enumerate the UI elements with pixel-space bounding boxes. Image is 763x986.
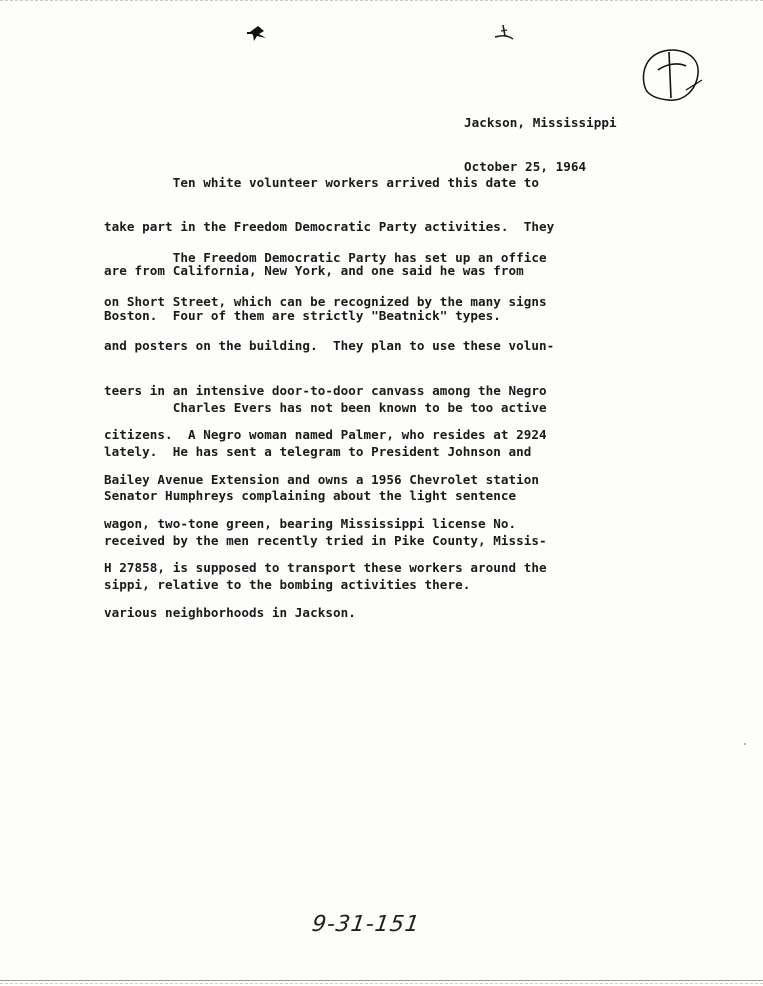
text-line: citizens. A Negro woman named Palmer, who resides at 2924 (104, 427, 547, 443)
text-line: The Freedom Democratic Party has set up an office (104, 249, 547, 265)
text-line: on Short Street, which can be recognized by the many signs (104, 293, 547, 309)
text-line: various neighborhoods in Jackson. (104, 604, 356, 620)
circled-cross-mark-icon (638, 46, 704, 106)
text-line: and posters on the building. They plan to use these volun- (104, 338, 555, 354)
text-line: Senator Humphreys complaining about the light sentence (104, 488, 517, 504)
text-line: Bailey Avenue Extension and owns a 1956 Chevrolet station (104, 471, 540, 487)
handwritten-file-number: 9-31-151 (310, 912, 422, 937)
text-line: lately. He has sent a telegram to President Johnson and (104, 443, 532, 459)
paragraph-evers (104, 371, 547, 623)
handwritten-check-icon (492, 22, 516, 42)
dateline-location: Jackson, Mississippi (464, 114, 617, 130)
handwritten-mark-icon (244, 22, 270, 44)
page-top-edge (0, 0, 763, 1)
text-line: wagon, two-tone green, bearing Mississippi license No. (104, 515, 517, 531)
paper-speck (744, 743, 746, 745)
text-line: sippi, relative to the bombing activities there. (104, 577, 471, 593)
page-bottom-edge (0, 980, 763, 981)
text-line: are from California, New York, and one said he was from (104, 263, 524, 279)
text-line: Ten white volunteer workers arrived this date to (104, 174, 540, 190)
text-line: take part in the Freedom Democratic Party activities. They (104, 218, 555, 234)
text-line: H 27858, is supposed to transport these workers around the (104, 560, 547, 576)
text-line: teers in an intensive door-to-door canvass among the Negro (104, 382, 547, 398)
text-line: Boston. Four of them are strictly "Beatnick" types. (104, 307, 501, 323)
page-bottom-edge-dashed (0, 983, 763, 984)
text-line: Charles Evers has not been known to be too active (104, 399, 547, 415)
dateline-date: October 25, 1964 (464, 159, 587, 175)
text-line: received by the men recently tried in Pike County, Missis- (104, 532, 547, 548)
